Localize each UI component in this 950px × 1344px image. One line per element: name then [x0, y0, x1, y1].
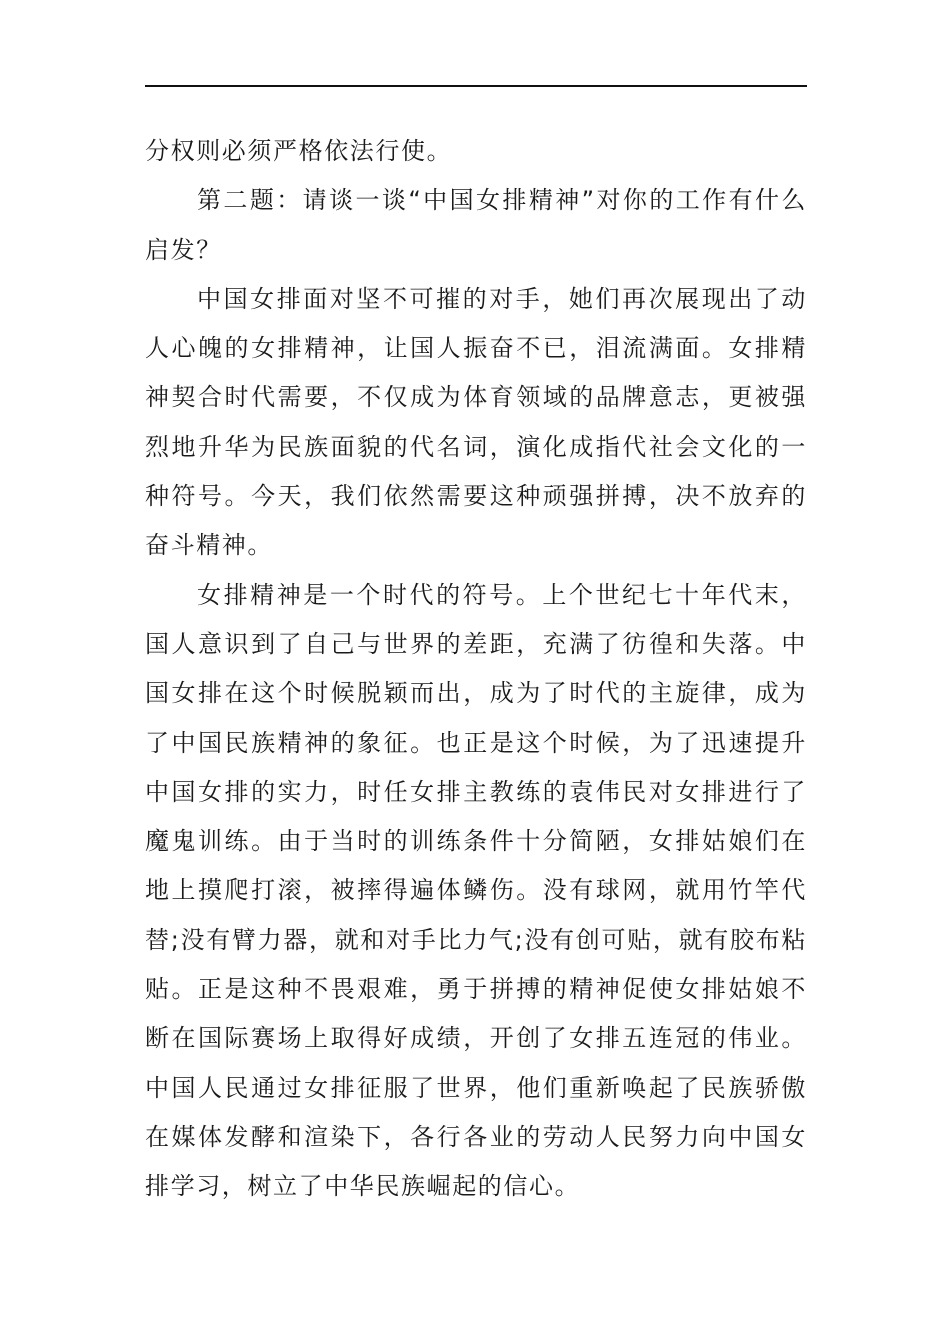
header-rule	[145, 85, 807, 87]
paragraph-continuation: 分权则必须严格依法行使。	[145, 137, 453, 165]
document-body	[145, 127, 807, 1212]
paragraph-history: 女排精神是一个时代的符号。上个世纪七十年代末，国人意识到了自己与世界的差距，充满了彷徨和失落。中国女排在这个时候脱颖而出，成为了时代的主旋律，成为了中国民族精神的象征。也正是这个时候，为了迅速提升中国女排的实力，时任女排主教练的袁伟民对女排进行了魔鬼训练。由于当时的训练条件十分简陋，女排姑娘们在地上摸爬打滚，被摔得遍体鳞伤。没有球网，就用竹竿代替;没有臂力器，就和对手比力气;没有创可贴，就有胶布粘贴。正是这种不畏艰难，勇于拼搏的精神促使女排姑娘不断在国际赛场上取得好成绩，开创了女排五连冠的伟业。中国人民通过女排征服了世界，他们重新唤起了民族骄傲在媒体发酵和渲染下，各行各业的劳动人民努力向中国女排学习，树立了中华民族崛起的信心。	[145, 580, 807, 1201]
paragraph-intro: 中国女排面对坚不可摧的对手，她们再次展现出了动人心魄的女排精神，让国人振奋不已，泪流满面。女排精神契合时代需要，不仅成为体育领域的品牌意志，更被强烈地升华为民族面貌的代名词，演化成指代社会文化的一种符号。今天，我们依然需要这种顽强拼搏，决不放弃的奋斗精神。	[145, 284, 807, 560]
paragraph-question-heading: 第二题：请谈一谈“中国女排精神”对你的工作有什么启发？	[145, 186, 807, 264]
